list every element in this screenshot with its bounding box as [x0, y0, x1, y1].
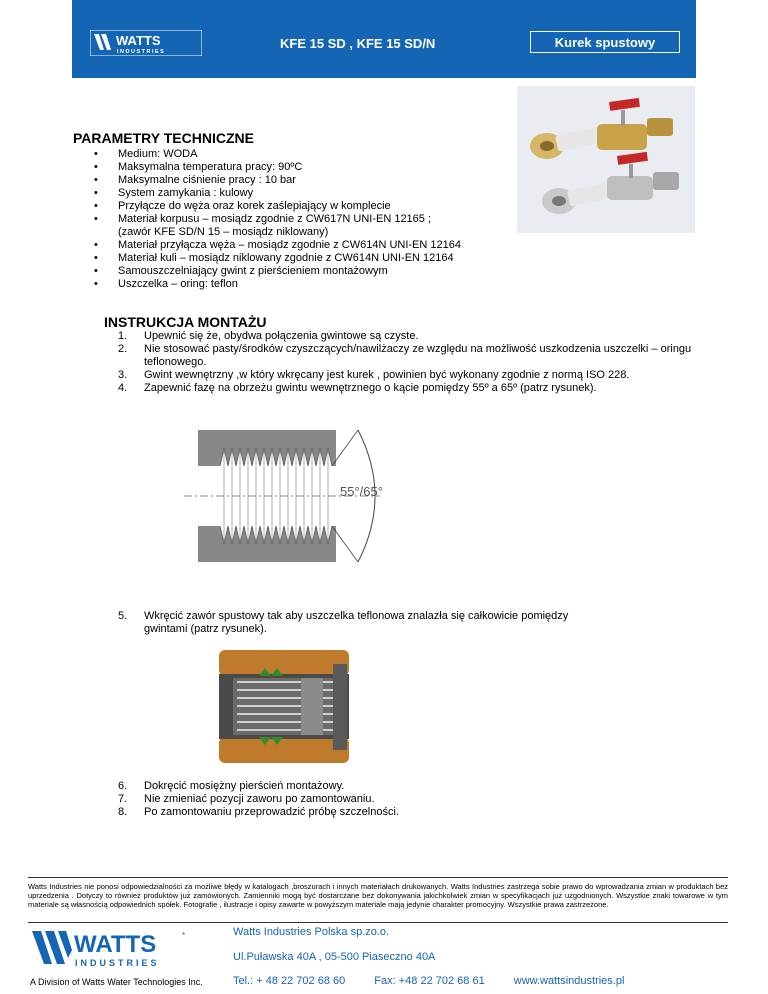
website-link[interactable]: www.wattsindustries.pl — [513, 975, 625, 987]
product-title: KFE 15 SD , KFE 15 SD/N — [280, 36, 436, 51]
step-number: 4. — [118, 382, 128, 394]
divider — [28, 922, 728, 923]
svg-text:*: * — [182, 931, 186, 940]
divider — [28, 877, 728, 878]
seal-position-diagram — [215, 644, 355, 769]
thread-chamfer-diagram — [180, 420, 400, 570]
step-number: 3. — [118, 369, 128, 381]
steps-list-3 — [118, 780, 578, 819]
step-item — [118, 793, 578, 806]
list-item-text: Materiał korpusu – mosiądz zgodnie z CW617N UNI-EN 12165 ; — [118, 213, 432, 225]
company-address: Ul.Puławska 40A , 05-500 Piaseczno 40A — [233, 951, 436, 963]
section-heading-instrukcja: INSTRUKCJA MONTAŻU — [104, 314, 267, 330]
footer-logo-subtext: INDUSTRIES — [75, 958, 160, 968]
list-item: • Uszczelka – oring: teflon — [94, 278, 461, 291]
step-text: Nie zmieniać pozycji zaworu po zamontowaniu. — [144, 793, 375, 805]
phone-number: Tel.: + 48 22 702 68 60 — [233, 975, 346, 987]
disclaimer-text: Watts Industries nie ponosi odpowiedzialności za możliwe błędy w katalogach ,broszurach i innych materiałach drukowanych. Watts Industries zastrzega sobie prawo do wprowadzania zmian w produktach bez uprzedzenia . Dotyczy to również produktów już zamówionych. Zamienniki mogą być dostarczane bez dokonywania jakichkolwiek zmian w specyfikacjach już uzgodnionych. Wszystkie znaki towarowe w tym materiale są własnością odpowiednich spółek. Fotografie , ilustracje i opisy zawarte w powyższym materiale mają jedynie charakter promocyjny. Wszystkie prawa zastrzeżone. — [28, 882, 728, 909]
svg-text:WATTS: WATTS — [116, 33, 161, 48]
list-item: • Samouszczelniający gwint z pierścieniem montażowym — [94, 265, 461, 278]
step-item — [118, 382, 718, 395]
step-text: Dokręcić mosiężny pierścień montażowy. — [144, 780, 345, 792]
step-number: 7. — [118, 793, 128, 805]
list-item: • Materiał przyłącza węża – mosiądz zgodnie z CW614N UNI-EN 12164 — [94, 239, 461, 252]
list-item — [94, 213, 461, 239]
step-number: 1. — [118, 330, 128, 342]
company-name: Watts Industries Polska sp.zo.o. — [233, 926, 390, 938]
list-item: • Maksymalne ciśnienie pracy : 10 bar — [94, 174, 461, 187]
svg-text:INDUSTRIES: INDUSTRIES — [117, 49, 166, 55]
company-contacts — [233, 975, 650, 987]
product-category-label: Kurek spustowy — [530, 31, 680, 53]
step-text: Po zamontowaniu przeprowadzić próbę szczelności. — [144, 806, 399, 818]
angle-label: 55°/65° — [340, 484, 383, 499]
division-text: A Division of Watts Water Technologies Inc. — [30, 977, 203, 987]
list-item: • Maksymalna temperatura pracy: 90ºC — [94, 161, 461, 174]
step-item — [118, 610, 578, 636]
step-text: Zapewnić fazę na obrzeżu gwintu wewnętrznego o kącie pomiędzy 55º a 65º (patrz rysunek). — [144, 382, 597, 394]
step-text: Wkręcić zawór spustowy tak aby uszczelka teflonowa znalazła się całkowicie pomiędzy gwintami (patrz rysunek). — [144, 610, 569, 635]
steps-list-1 — [118, 330, 718, 395]
step-text: Gwint wewnętrzny ,w który wkręcany jest kurek , powinien być wykonany zgodnie z normą ISO 228. — [144, 369, 630, 381]
step-item — [118, 369, 718, 382]
list-item: • Materiał kuli – mosiądz niklowany zgodnie z CW614N UNI-EN 12164 — [94, 252, 461, 265]
list-item: • System zamykania : kulowy — [94, 187, 461, 200]
section-heading-parametry: PARAMETRY TECHNICZNE — [73, 130, 254, 146]
list-item: • Medium: WODA — [94, 148, 461, 161]
list-item-continuation: (zawór KFE SD/N 15 – mosiądz niklowany) — [118, 226, 329, 238]
step-number: 5. — [118, 610, 128, 622]
page-header — [72, 0, 696, 78]
steps-list-2 — [118, 610, 578, 636]
step-number: 8. — [118, 806, 128, 818]
step-item — [118, 343, 718, 369]
watts-logo — [90, 30, 202, 56]
step-item — [118, 780, 578, 793]
watts-footer-logo — [30, 928, 190, 970]
step-text: Upewnić się że, obydwa połączenia gwintowe są czyste. — [144, 330, 419, 342]
step-item — [118, 806, 578, 819]
step-item — [118, 330, 718, 343]
step-text: Nie stosować pasty/środków czyszczących/nawilżaczy ze względu na możliwość uszkodzenia uszczelki – oringu teflonowego. — [144, 343, 692, 368]
fax-number: Fax: +48 22 702 68 61 — [374, 975, 485, 987]
footer-logo-text: WATTS — [74, 931, 157, 958]
list-item: • Przyłącze do węża oraz korek zaślepiający w komplecie — [94, 200, 461, 213]
product-photo — [517, 86, 695, 233]
step-number: 6. — [118, 780, 128, 792]
parameter-list — [94, 148, 461, 291]
step-number: 2. — [118, 343, 128, 355]
